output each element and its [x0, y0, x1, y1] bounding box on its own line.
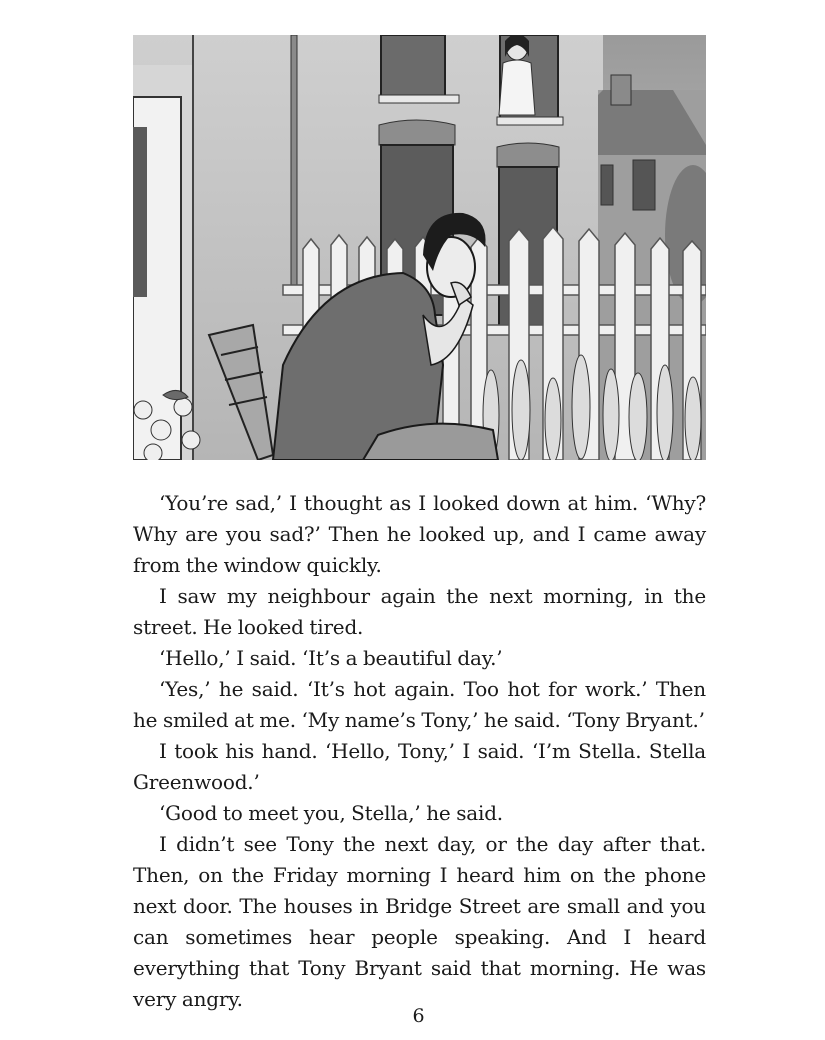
story-paragraph: I didn’t see Tony the next day, or the day after that. Then, on the Friday morning I heard him on the phone next door. The houses in Bridge Street are small and you can sometimes hear people speaking. And I heard everything that Tony Bryant said that morning. He was very angry.: [133, 832, 706, 1011]
story-paragraph: I saw my neighbour again the next morning, in the street. He looked tired.: [133, 584, 706, 639]
story-text: [133, 488, 706, 1015]
story-paragraph: ‘Hello,’ I said. ‘It’s a beautiful day.’: [159, 646, 503, 670]
story-paragraph: I took his hand. ‘Hello, Tony,’ I said. ‘I’m Stella. Stella Greenwood.’: [133, 739, 706, 794]
story-paragraph: ‘Yes,’ he said. ‘It’s hot again. Too hot for work.’ Then he smiled at me. ‘My name’s Tony,’ he said. ‘Tony Bryant.’: [133, 677, 706, 732]
page-number: 6: [412, 1005, 425, 1027]
story-illustration: [133, 35, 706, 460]
story-paragraph: ‘Good to meet you, Stella,’ he said.: [159, 801, 503, 825]
story-paragraph: ‘You’re sad,’ I thought as I looked down at him. ‘Why? Why are you sad?’ Then he looked up, and I came away from the window quickly.: [133, 491, 706, 577]
